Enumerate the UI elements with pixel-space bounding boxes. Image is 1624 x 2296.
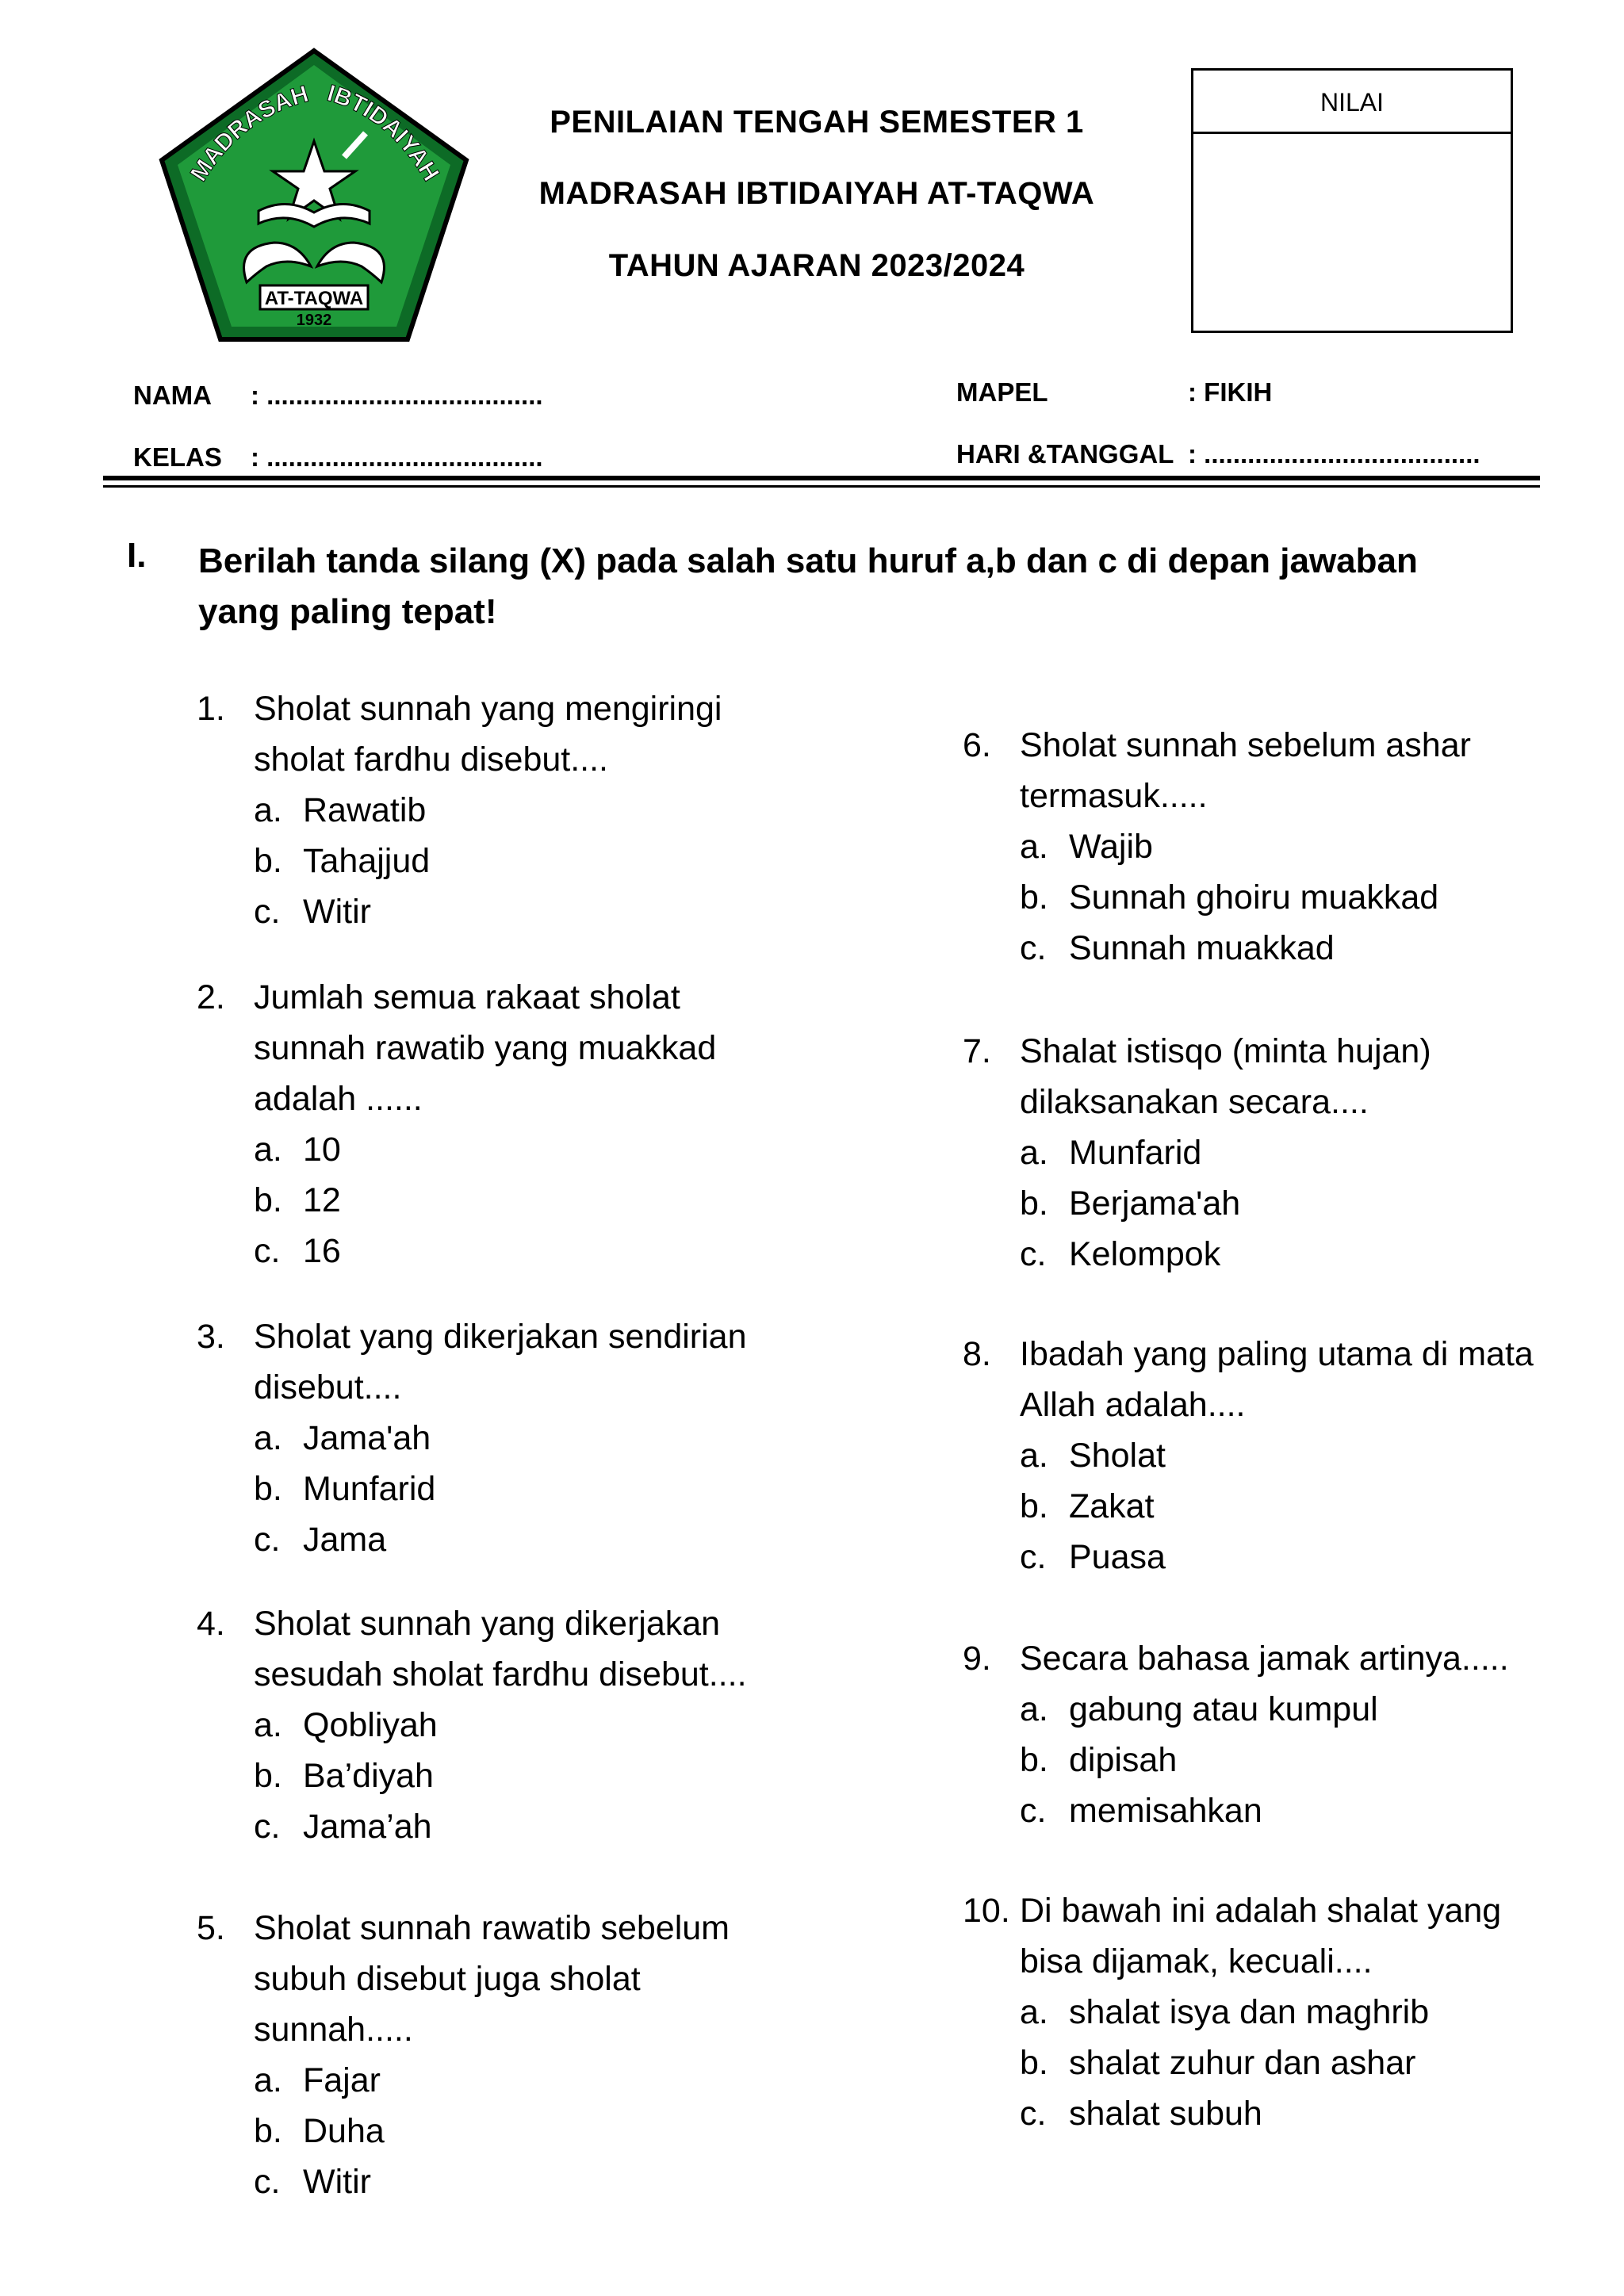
question-text: Ibadah yang paling utama di mata Allah adalah.... [1020, 1335, 1534, 1424]
question-8 [963, 1329, 1549, 1582]
option-a[interactable]: a. Wajib [1020, 828, 1153, 866]
option-b[interactable]: b. Duha [254, 2112, 385, 2150]
header-divider-thin [103, 485, 1540, 488]
madrasah-logo [155, 44, 473, 346]
logo-year: 1932 [296, 312, 332, 329]
question-10 [963, 1885, 1549, 2139]
academic-year: TAHUN AJARAN 2023/2024 [608, 248, 1025, 283]
option-b[interactable]: b. Zakat [1020, 1487, 1155, 1525]
question-number: 1. [197, 690, 225, 728]
section-number: I. [127, 536, 147, 575]
option-a[interactable]: a. Sholat [1020, 1437, 1166, 1475]
option-b[interactable]: b. dipisah [1020, 1741, 1178, 1779]
section-instruction: Berilah tanda silang (X) pada salah satu huruf a,b dan c di depan jawaban yang paling tepat! [198, 541, 1418, 631]
option-b[interactable]: b. shalat zuhur dan ashar [1020, 2044, 1416, 2082]
kelas-label: KELAS [133, 442, 222, 472]
question-text: Sholat sunnah yang dikerjakan sesudah sholat fardhu disebut.... [254, 1605, 747, 1693]
option-c[interactable]: c. Puasa [1020, 1538, 1166, 1576]
option-a[interactable]: a. 10 [254, 1131, 341, 1169]
question-number: 9. [963, 1640, 991, 1678]
option-b[interactable]: b. Tahajjud [254, 842, 431, 880]
mapel-label: MAPEL [956, 377, 1048, 407]
option-a[interactable]: a. gabung atau kumpul [1020, 1690, 1378, 1728]
option-b[interactable]: b. Berjama'ah [1020, 1184, 1241, 1223]
score-box [1191, 68, 1513, 333]
option-a[interactable]: a. Qobliyah [254, 1706, 438, 1744]
question-number: 10. [963, 1892, 1010, 1930]
option-c[interactable]: c. Kelompok [1020, 1235, 1221, 1273]
question-number: 6. [963, 726, 991, 764]
option-c[interactable]: c. Jama [254, 1521, 387, 1559]
hari-tanggal-label: HARI &TANGGAL [956, 439, 1174, 469]
mapel-value: : FIKIH [1188, 377, 1273, 407]
question-number: 5. [197, 1909, 225, 1947]
option-a[interactable]: a. Rawatib [254, 791, 427, 829]
kelas-field[interactable]: : ...................................... [251, 442, 543, 472]
question-1 [197, 683, 783, 937]
school-name: MADRASAH IBTIDAIYAH AT-TAQWA [538, 176, 1095, 211]
question-text: Secara bahasa jamak artinya..... [1020, 1640, 1509, 1678]
option-b[interactable]: b. Sunnah ghoiru muakkad [1020, 878, 1439, 916]
question-3 [197, 1311, 783, 1565]
question-number: 2. [197, 978, 225, 1016]
question-text: Shalat istisqo (minta hujan) dilaksanakan secara.... [1020, 1032, 1431, 1121]
question-4 [197, 1598, 783, 1852]
question-9 [963, 1633, 1549, 1836]
logo-text-ibtidaiyah: IBTIDAIYAH [324, 79, 444, 186]
question-text: Jumlah semua rakaat sholat sunnah rawatib yang muakkad adalah ...... [254, 978, 717, 1118]
question-7 [963, 1026, 1549, 1280]
option-c[interactable]: c. Jama’ah [254, 1808, 432, 1846]
option-b[interactable]: b. Munfarid [254, 1470, 436, 1508]
score-label: NILAI [1193, 71, 1511, 134]
option-c[interactable]: c. Witir [254, 2163, 371, 2201]
question-number: 3. [197, 1318, 225, 1356]
option-a[interactable]: a. Jama'ah [254, 1419, 431, 1457]
question-text: Sholat sunnah sebelum ashar termasuk..... [1020, 726, 1471, 815]
logo-text-madrasah: MADRASAH [186, 81, 312, 186]
question-5 [197, 1903, 783, 2207]
question-number: 8. [963, 1335, 991, 1373]
header-divider [103, 476, 1540, 480]
option-c[interactable]: c. Witir [254, 893, 371, 931]
question-text: Sholat yang dikerjakan sendirian disebut.... [254, 1318, 747, 1406]
option-c[interactable]: c. 16 [254, 1232, 341, 1270]
option-b[interactable]: b. 12 [254, 1181, 341, 1219]
option-a[interactable]: a. Fajar [254, 2061, 381, 2099]
question-text: Di bawah ini adalah shalat yang bisa dijamak, kecuali.... [1020, 1892, 1502, 1980]
option-c[interactable]: c. memisahkan [1020, 1792, 1262, 1830]
option-a[interactable]: a. shalat isya dan maghrib [1020, 1993, 1430, 2031]
question-text: Sholat sunnah rawatib sebelum subuh disebut juga sholat sunnah..... [254, 1909, 730, 2049]
exam-title: PENILAIAN TENGAH SEMESTER 1 [550, 105, 1084, 140]
logo-banner-text: AT-TAQWA [264, 288, 364, 309]
option-c[interactable]: c. Sunnah muakkad [1020, 929, 1335, 967]
question-number: 7. [963, 1032, 991, 1070]
question-number: 4. [197, 1605, 225, 1643]
question-6 [963, 720, 1549, 974]
question-text: Sholat sunnah yang mengiringi sholat fardhu disebut.... [254, 690, 722, 779]
option-a[interactable]: a. Munfarid [1020, 1134, 1202, 1172]
option-b[interactable]: b. Ba’diyah [254, 1757, 434, 1795]
nama-label: NAMA [133, 381, 212, 410]
hari-tanggal-field[interactable]: : ...................................... [1188, 439, 1480, 469]
nama-field[interactable]: : ...................................... [251, 381, 543, 410]
option-c[interactable]: c. shalat subuh [1020, 2095, 1262, 2133]
question-2 [197, 972, 783, 1276]
